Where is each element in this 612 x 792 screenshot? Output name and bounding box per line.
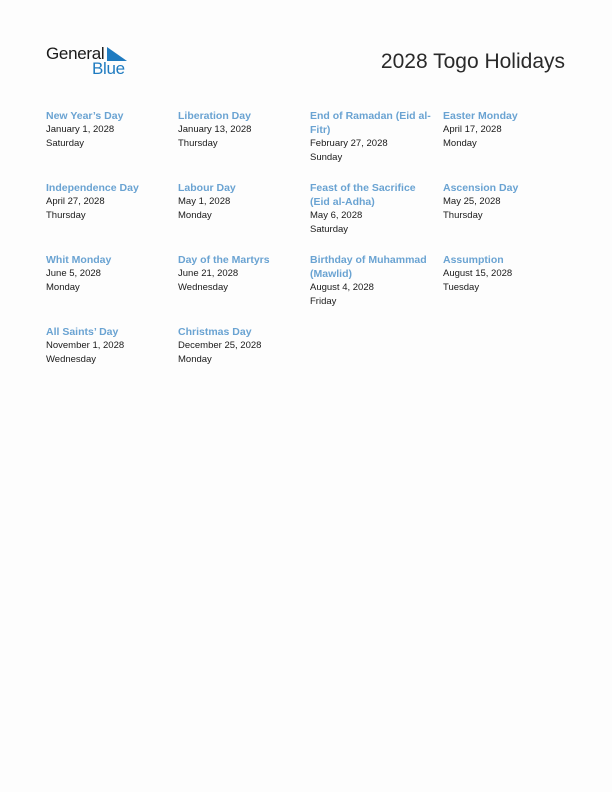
holiday-date: April 17, 2028 <box>443 124 502 135</box>
holiday-weekday: Thursday <box>443 210 483 221</box>
holiday-row <box>46 325 576 397</box>
holiday-weekday: Tuesday <box>443 282 480 293</box>
holiday-weekday: Thursday <box>178 138 218 149</box>
holiday-name: All Saints’ Day <box>46 326 119 338</box>
holiday-date: May 6, 2028 <box>310 210 363 221</box>
holiday-name: Liberation Day <box>178 110 251 122</box>
holiday-date: May 1, 2028 <box>178 196 231 207</box>
holiday-item <box>310 109 434 165</box>
holiday-date: December 25, 2028 <box>178 340 262 351</box>
holiday-date: May 25, 2028 <box>443 196 501 207</box>
holiday-name: New Year’s Day <box>46 110 124 122</box>
holiday-date: November 1, 2028 <box>46 340 125 351</box>
holiday-grid <box>46 109 576 397</box>
logo-text-blue: Blue <box>92 59 125 78</box>
holiday-name: Assumption <box>443 254 504 266</box>
holiday-item <box>310 181 434 237</box>
holiday-weekday: Wednesday <box>46 354 96 365</box>
holiday-item <box>443 181 567 223</box>
holiday-item <box>46 325 170 367</box>
holiday-weekday: Saturday <box>310 224 349 235</box>
holiday-item <box>46 181 170 223</box>
holiday-name: Christmas Day <box>178 326 252 338</box>
holiday-item <box>178 325 302 367</box>
holiday-item <box>178 181 302 223</box>
holiday-name: Day of the Martyrs <box>178 254 270 266</box>
holiday-item <box>46 253 170 295</box>
holiday-name: Feast of the Sacrifice (Eid al-Adha) <box>310 182 416 208</box>
holiday-name: Independence Day <box>46 182 139 194</box>
holiday-item <box>310 253 434 309</box>
holiday-date: April 27, 2028 <box>46 196 105 207</box>
holiday-date: June 21, 2028 <box>178 268 239 279</box>
holiday-date: June 5, 2028 <box>46 268 101 279</box>
holiday-name: End of Ramadan (Eid al-Fitr) <box>310 110 431 136</box>
holiday-item <box>46 109 170 151</box>
holiday-name: Birthday of Muhammad (Mawlid) <box>310 254 427 280</box>
generalblue-logo <box>46 45 136 81</box>
holiday-date: August 4, 2028 <box>310 282 374 293</box>
holiday-weekday: Monday <box>443 138 477 149</box>
holiday-weekday: Saturday <box>46 138 85 149</box>
holiday-weekday: Monday <box>178 354 212 365</box>
holiday-date: February 27, 2028 <box>310 138 388 149</box>
holiday-item <box>443 253 567 295</box>
holiday-weekday: Wednesday <box>178 282 228 293</box>
holiday-date: January 13, 2028 <box>178 124 252 135</box>
logo-text-general: General <box>46 44 105 63</box>
holiday-row <box>46 109 576 181</box>
holiday-item <box>178 253 302 295</box>
holiday-date: August 15, 2028 <box>443 268 513 279</box>
holiday-name: Easter Monday <box>443 110 518 122</box>
holiday-name: Ascension Day <box>443 182 519 194</box>
holiday-name: Whit Monday <box>46 254 112 266</box>
holiday-weekday: Friday <box>310 296 337 307</box>
holiday-weekday: Monday <box>178 210 212 221</box>
holiday-row <box>46 181 576 253</box>
holiday-weekday: Sunday <box>310 152 343 163</box>
page-title: 2028 Togo Holidays <box>380 50 565 73</box>
holiday-weekday: Thursday <box>46 210 86 221</box>
holiday-item <box>178 109 302 151</box>
holiday-item <box>443 109 567 151</box>
holiday-date: January 1, 2028 <box>46 124 115 135</box>
holiday-name: Labour Day <box>178 182 236 194</box>
holiday-row <box>46 253 576 325</box>
holiday-weekday: Monday <box>46 282 80 293</box>
